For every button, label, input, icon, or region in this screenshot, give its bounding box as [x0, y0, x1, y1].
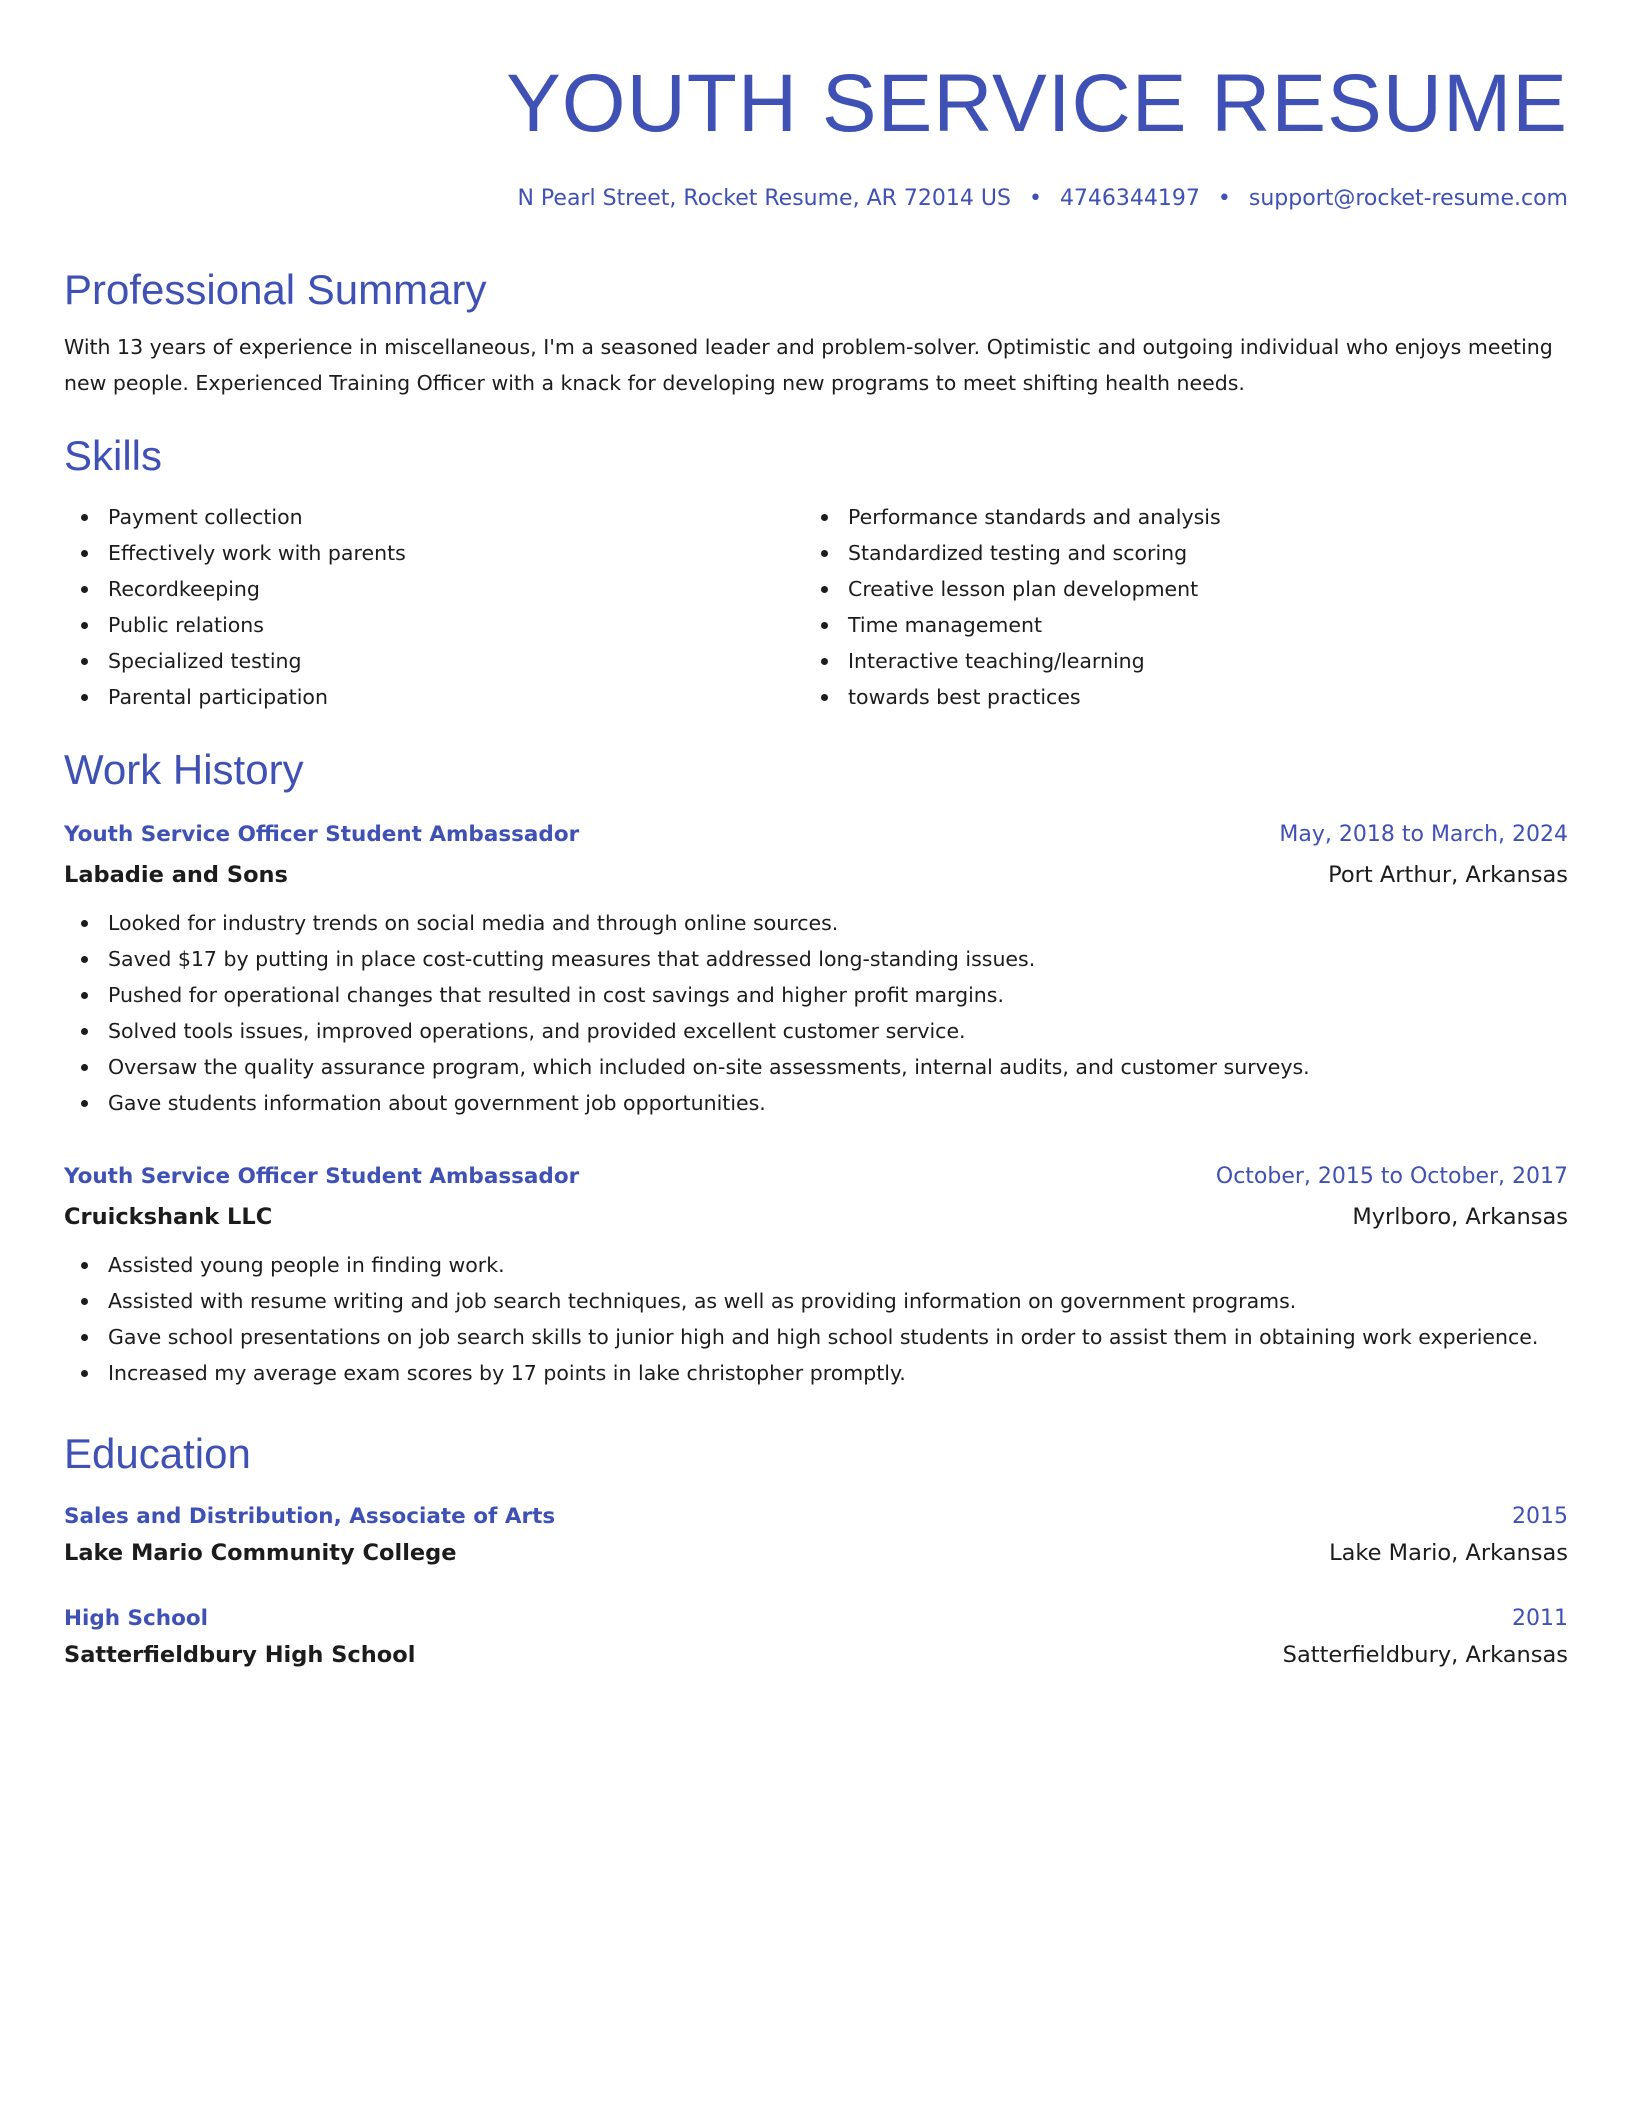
- education-school: Lake Mario Community College: [64, 1540, 457, 1566]
- job-dates: October, 2015 to October, 2017: [1215, 1164, 1568, 1189]
- education-year: 2011: [1512, 1606, 1568, 1631]
- summary-text: With 13 years of experience in miscellaneous, I'm a seasoned leader and problem-solver. Optimistic and outgoing individual who enjoys meeting new people. Experienced Training Officer with a knack for developing new programs to meet shifting health needs.: [64, 335, 1553, 395]
- work-history-heading: Work History: [64, 746, 304, 793]
- skill-item: towards best practices: [804, 679, 1544, 715]
- education-school: Satterfieldbury High School: [64, 1642, 416, 1668]
- skill-item: Performance standards and analysis: [804, 499, 1544, 535]
- education-degree: Sales and Distribution, Associate of Arts: [64, 1504, 556, 1529]
- contact-phone: 4746344197: [1059, 186, 1200, 211]
- skill-item: Specialized testing: [64, 643, 804, 679]
- education-degree-row: [64, 1501, 1568, 1533]
- skills-heading: Skills: [64, 432, 163, 479]
- contact-separator: •: [1028, 186, 1042, 211]
- contact-line: [64, 186, 1568, 211]
- resume-header: [64, 56, 1568, 211]
- education-year: 2015: [1512, 1504, 1568, 1529]
- contact-separator: •: [1217, 186, 1231, 211]
- job-location: Port Arthur, Arkansas: [1328, 862, 1568, 888]
- job-bullet: Pushed for operational changes that resulted in cost savings and higher profit margins.: [64, 977, 1568, 1013]
- job-title: Youth Service Officer Student Ambassador: [64, 1164, 580, 1189]
- skill-item: Effectively work with parents: [64, 535, 804, 571]
- job-dates: May, 2018 to March, 2024: [1279, 822, 1568, 847]
- job-bullet: Increased my average exam scores by 17 points in lake christopher promptly.: [64, 1355, 1568, 1391]
- job-bullet: Looked for industry trends on social media and through online sources.: [64, 905, 1568, 941]
- job-bullets: [64, 1247, 1568, 1391]
- job-bullet: Gave school presentations on job search skills to junior high and high school students in order to assist them in obtaining work experience.: [64, 1319, 1568, 1355]
- job-bullet: Gave students information about government job opportunities.: [64, 1085, 1568, 1121]
- skills-column-right: [804, 499, 1544, 715]
- job-bullet: Solved tools issues, improved operations, and provided excellent customer service.: [64, 1013, 1568, 1049]
- contact-email: support@rocket-resume.com: [1248, 186, 1568, 211]
- summary-heading: Professional Summary: [64, 266, 487, 313]
- skill-item: Parental participation: [64, 679, 804, 715]
- education-degree-row: [64, 1603, 1568, 1635]
- skill-item: Interactive teaching/learning: [804, 643, 1544, 679]
- skill-item: Creative lesson plan development: [804, 571, 1544, 607]
- job-title: Youth Service Officer Student Ambassador: [64, 822, 580, 847]
- education-entry: [64, 1603, 1568, 1671]
- education-entry: [64, 1501, 1568, 1569]
- job-company: Cruickshank LLC: [64, 1204, 273, 1230]
- education-school-row: [64, 1635, 1568, 1671]
- education-degree: High School: [64, 1606, 208, 1631]
- job-title-row: [64, 1161, 1568, 1193]
- skill-item: Payment collection: [64, 499, 804, 535]
- job-bullets: [64, 905, 1568, 1121]
- job-company-row: [64, 1193, 1568, 1233]
- skill-item: Standardized testing and scoring: [804, 535, 1544, 571]
- education-location: Lake Mario, Arkansas: [1329, 1540, 1568, 1566]
- resume-name: YOUTH SERVICE RESUME: [506, 58, 1568, 149]
- job-company-row: [64, 851, 1568, 891]
- education-location: Satterfieldbury, Arkansas: [1282, 1642, 1568, 1668]
- education-school-row: [64, 1533, 1568, 1569]
- skill-item: Recordkeeping: [64, 571, 804, 607]
- job-company: Labadie and Sons: [64, 862, 288, 888]
- job-title-row: [64, 819, 1568, 851]
- job-entry: [64, 819, 1568, 1121]
- skill-item: Public relations: [64, 607, 804, 643]
- skill-item: Time management: [804, 607, 1544, 643]
- job-bullet: Assisted young people in finding work.: [64, 1247, 1568, 1283]
- job-bullet: Oversaw the quality assurance program, which included on-site assessments, internal audits, and customer surveys.: [64, 1049, 1568, 1085]
- skills-column-left: [64, 499, 804, 715]
- job-location: Myrlboro, Arkansas: [1352, 1204, 1568, 1230]
- contact-address: N Pearl Street, Rocket Resume, AR 72014 US: [517, 186, 1011, 211]
- education-heading: Education: [64, 1430, 251, 1477]
- job-bullet: Assisted with resume writing and job search techniques, as well as providing information on government programs.: [64, 1283, 1568, 1319]
- skills-list: [64, 499, 1568, 715]
- job-entry: [64, 1161, 1568, 1391]
- job-bullet: Saved $17 by putting in place cost-cutting measures that addressed long-standing issues.: [64, 941, 1568, 977]
